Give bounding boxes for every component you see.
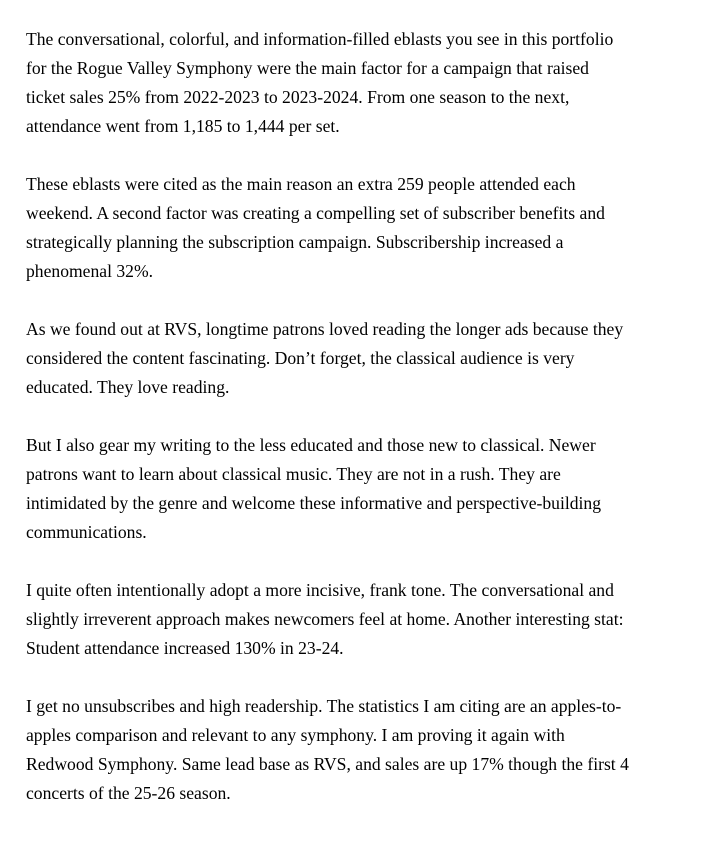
text-line: Student attendance increased 130% in 23-24. [26,638,344,658]
paragraph-tone [26,576,706,663]
text-line: Redwood Symphony. Same lead base as RVS, and sales are up 17% though the first 4 [26,754,629,774]
text-line: intimidated by the genre and welcome these informative and perspective-building [26,493,602,513]
text-line: slightly irreverent approach makes newcomers feel at home. Another interesting stat: [26,609,624,629]
text-line: apples comparison and relevant to any symphony. I am proving it again with [26,725,565,745]
paragraph-campaign-results [26,25,706,141]
document-body [26,25,706,837]
paragraph-readership [26,692,706,808]
text-line: educated. They love reading. [26,377,230,397]
text-line: concerts of the 25-26 season. [26,783,231,803]
text-line: strategically planning the subscription campaign. Subscribership increased a [26,232,564,252]
text-line: communications. [26,522,147,542]
text-line: considered the content fascinating. Don’t forget, the classical audience is very [26,348,575,368]
text-line: The conversational, colorful, and information-filled eblasts you see in this portfolio [26,29,614,49]
text-line: I quite often intentionally adopt a more incisive, frank tone. The conversational and [26,580,614,600]
text-line: attendance went from 1,185 to 1,444 per set. [26,116,340,136]
text-line: patrons want to learn about classical music. They are not in a rush. They are [26,464,561,484]
text-line: phenomenal 32%. [26,261,154,281]
text-line: As we found out at RVS, longtime patrons loved reading the longer ads because they [26,319,624,339]
paragraph-new-audiences [26,431,706,547]
text-line: ticket sales 25% from 2022-2023 to 2023-2024. From one season to the next, [26,87,570,107]
paragraph-subscriber-growth [26,170,706,286]
paragraph-longtime-patrons [26,315,706,402]
text-line: These eblasts were cited as the main reason an extra 259 people attended each [26,174,576,194]
text-line: weekend. A second factor was creating a compelling set of subscriber benefits and [26,203,605,223]
text-line: I get no unsubscribes and high readership. The statistics I am citing are an apples-to- [26,696,622,716]
text-line: But I also gear my writing to the less educated and those new to classical. Newer [26,435,596,455]
text-line: for the Rogue Valley Symphony were the main factor for a campaign that raised [26,58,589,78]
